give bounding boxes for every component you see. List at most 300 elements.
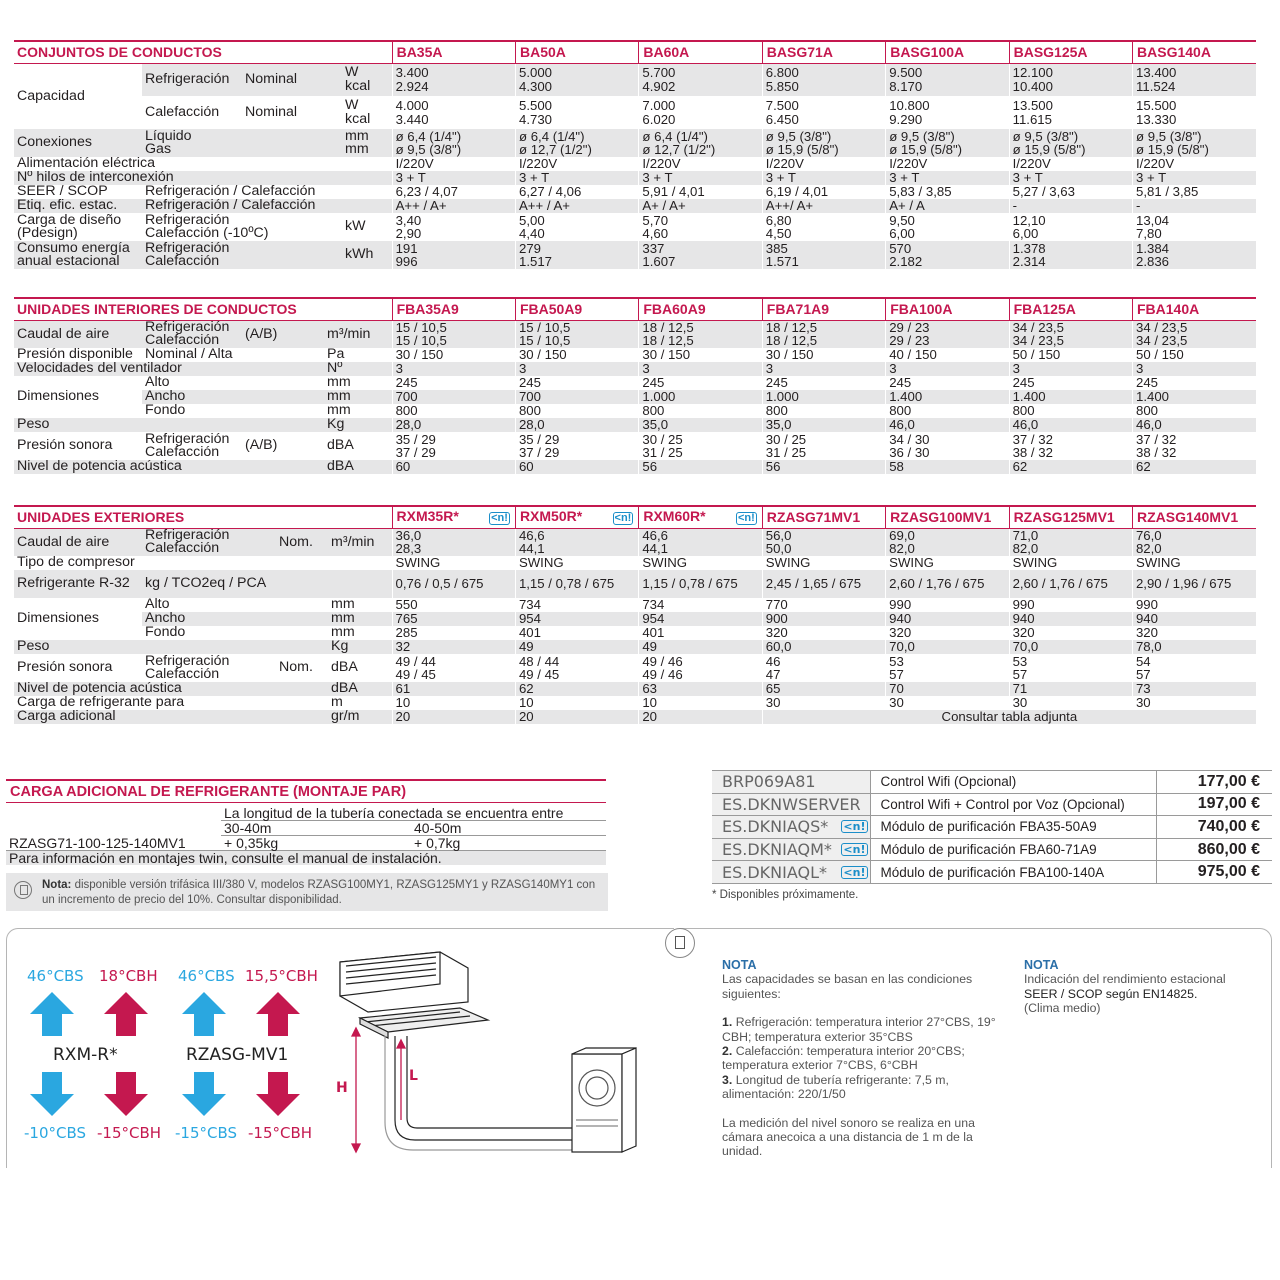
new-badge-text: <n! — [843, 820, 866, 834]
model-header — [1009, 506, 1132, 528]
row-label: Carga adicional — [14, 710, 328, 724]
new-badge-icon — [489, 510, 510, 525]
value-cell: 5,70 4,60 — [639, 213, 762, 241]
value-cell: 6,19 / 4,01 — [762, 185, 885, 199]
value-cell: 46,0 — [1133, 418, 1257, 432]
accessory-desc: Control Wifi + Control por Voz (Opcional) — [870, 793, 1156, 816]
row-label: Refrigeración Calefacción — [145, 432, 230, 460]
row-label: Calefacción — [145, 103, 220, 120]
row-label: mm mm — [342, 129, 392, 157]
value-cell: 700 — [515, 390, 638, 404]
value-cell: 30 — [762, 696, 885, 710]
value-cell: 734 — [515, 598, 638, 612]
row-label: Etiq. efic. estac. — [14, 199, 142, 213]
value-cell: 10 — [639, 696, 762, 710]
model-name: BASG140A — [1137, 43, 1211, 60]
row-label: Refrigeración Calefacción — [142, 241, 342, 269]
row-label: W kcal — [345, 97, 371, 127]
value-cell: 78,0 — [1132, 640, 1256, 654]
spec-row — [14, 528, 1256, 556]
model-name: BASG71A — [766, 43, 833, 60]
n1-text: Refrigeración: temperatura interior 27°CBS, 19° CBH; temperatura exterior 35°CBS — [722, 1015, 996, 1044]
model-header — [886, 41, 1009, 63]
value-cell: 29 / 23 29 / 23 — [886, 320, 1009, 348]
value-cell: 71,0 82,0 — [1009, 528, 1132, 556]
value-cell: 53 57 — [886, 654, 1009, 682]
value-cell: 6,23 / 4,07 — [392, 185, 515, 199]
notes-doc-icon — [665, 928, 695, 958]
value-cell: 13.400 11.524 — [1133, 63, 1256, 96]
row-label: dBA — [324, 460, 392, 474]
row-label: Nivel de potencia acústica — [14, 460, 324, 474]
spec-row — [14, 696, 1256, 710]
spec-row — [14, 432, 1256, 460]
value-cell: 800 — [762, 404, 885, 418]
model-name: RZASG71MV1 — [766, 508, 861, 525]
accessory-code — [712, 771, 870, 794]
row-label: mm — [328, 612, 392, 626]
model-name: BA50A — [519, 43, 566, 60]
value-cell: 46,0 — [1009, 418, 1132, 432]
row-label: Refrigeración — [142, 63, 242, 96]
accessory-row — [712, 771, 1272, 794]
value-cell: ø 9,5 (3/8") ø 15,9 (5/8") — [886, 129, 1009, 157]
spec-row — [14, 418, 1256, 432]
value-cell: 30 — [1132, 696, 1256, 710]
value-cell: 37 / 32 38 / 32 — [1009, 432, 1132, 460]
row-label: W kcal — [342, 63, 392, 96]
spec-row — [14, 654, 1256, 682]
carga-header: La longitud de la tubería conectada se encuentra entre — [221, 803, 606, 821]
value-cell: 401 — [639, 626, 762, 640]
value-cell: 990 — [1009, 598, 1132, 612]
accessory-desc: Módulo de purificación FBA60-71A9 — [870, 838, 1156, 861]
value-cell: 1.000 — [762, 390, 885, 404]
value-cell: 5.700 4.902 — [639, 63, 762, 96]
row-label: (A/B) — [245, 437, 278, 454]
carga-adicional-section — [6, 779, 606, 865]
value-cell: 18 / 12,5 18 / 12,5 — [762, 320, 885, 348]
value-cell: 6,27 / 4,06 — [515, 185, 638, 199]
model-header — [639, 298, 762, 320]
value-cell: 46,0 — [886, 418, 1009, 432]
conductos-title: CONJUNTOS DE CONDUCTOS — [14, 41, 392, 63]
n2-text: Calefacción: temperatura interior 20°CBS; temperatura exterior 7°CBS, 6°CBH — [722, 1044, 965, 1073]
spec-row — [14, 376, 1256, 390]
value-cell: 69,0 82,0 — [886, 528, 1009, 556]
row-label: Carga de refrigerante para — [17, 696, 185, 710]
model-name: FBA125A — [1013, 300, 1076, 317]
value-cell: 1.400 — [1009, 390, 1132, 404]
value-cell: 35 / 29 37 / 29 — [515, 432, 638, 460]
spec-row — [14, 96, 1256, 129]
spec-row — [14, 362, 1256, 376]
model-header — [1132, 506, 1256, 528]
spec-row — [14, 390, 1256, 404]
new-badge-icon — [736, 510, 757, 525]
model-name: FBA35A9 — [396, 300, 459, 317]
value-cell: 337 1.607 — [639, 241, 762, 269]
value-cell: 5,83 / 3,85 — [886, 185, 1009, 199]
value-cell: 15 / 10,5 15 / 10,5 — [392, 320, 515, 348]
model-header — [515, 41, 638, 63]
value-cell: 1.000 — [639, 390, 762, 404]
row-label: Alimentación eléctrica — [17, 157, 155, 171]
value-cell: 12,10 6,00 — [1009, 213, 1132, 241]
value-cell: 49 / 44 49 / 45 — [392, 654, 515, 682]
row-label: Nº — [324, 362, 392, 376]
model-name: BASG100A — [890, 43, 965, 60]
height-label: H — [336, 1080, 348, 1096]
row-label: Ancho — [142, 390, 324, 404]
accessory-price: 177,00 € — [1156, 771, 1272, 794]
row-label: Alto — [145, 598, 170, 612]
value-cell: 6,80 4,50 — [762, 213, 885, 241]
row-label: Nominal — [242, 63, 342, 96]
value-cell: A+ / A — [886, 199, 1009, 213]
value-cell: 3 — [1009, 362, 1132, 376]
spec-row — [14, 640, 1256, 654]
row-label: Líquido Gas — [142, 129, 342, 157]
value-cell: 28,0 — [515, 418, 638, 432]
value-cell: 2,60 / 1,76 / 675 — [1009, 570, 1132, 598]
value-cell: 320 — [1009, 626, 1132, 640]
row-label: dBA — [331, 659, 358, 676]
value-cell: 70 — [886, 682, 1009, 696]
value-cell: 3 + T — [639, 171, 762, 185]
n3-num: 3. — [722, 1072, 733, 1087]
value-cell: 46,6 44,1 — [515, 528, 638, 556]
row-label: gr/m — [328, 710, 392, 724]
spec-row — [14, 171, 1256, 185]
accessory-code — [712, 838, 870, 861]
value-cell: 34 / 23,5 34 / 23,5 — [1009, 320, 1132, 348]
model-header — [886, 506, 1009, 528]
value-cell: 2,45 / 1,65 / 675 — [762, 570, 885, 598]
value-cell: 1.400 — [886, 390, 1009, 404]
row-label: Presión disponible — [17, 348, 133, 362]
row-label: Kg — [324, 418, 392, 432]
value-cell: 35,0 — [639, 418, 762, 432]
value-cell: I/220V — [762, 157, 885, 171]
medicion-text: La medición del nivel sonoro se realiza en una cámara anecoica a una distancia de 1 m de la unidad. — [722, 1115, 975, 1159]
limits-panel — [6, 928, 674, 1168]
value-cell: 7.500 6.450 — [762, 96, 885, 129]
value-cell: ø 6,4 (1/4") ø 9,5 (3/8") — [392, 129, 515, 157]
accessory-code — [712, 793, 870, 816]
value-cell: 7.000 6.020 — [639, 96, 762, 129]
value-cell: 20 — [392, 710, 515, 724]
accessory-code-text: BRP069A81 — [722, 772, 816, 792]
row-label: Nom. — [276, 528, 328, 556]
value-cell: 50 / 150 — [1133, 348, 1257, 362]
value-cell: 5,27 / 3,63 — [1009, 185, 1132, 199]
model-name: FBA100A — [890, 300, 953, 317]
row-label: Conexiones — [14, 129, 142, 157]
value-cell: 3 + T — [1133, 171, 1256, 185]
row-label: Tipo de compresor — [17, 556, 135, 570]
low-heat-limit-1: -15°CBH — [97, 1124, 162, 1142]
value-cell: 3 — [392, 362, 515, 376]
value-cell: 954 — [515, 612, 638, 626]
value-cell: 990 — [886, 598, 1009, 612]
value-cell: 30 / 150 — [639, 348, 762, 362]
row-label: mm — [331, 626, 355, 640]
value-cell: 71 — [1009, 682, 1132, 696]
model-header — [639, 41, 762, 63]
value-cell: 3 — [762, 362, 885, 376]
value-cell: 800 — [639, 404, 762, 418]
accessory-row — [712, 861, 1272, 884]
value-cell: 49 — [515, 640, 638, 654]
value-cell: 10 — [392, 696, 515, 710]
value-cell: 9,50 6,00 — [886, 213, 1009, 241]
value-cell: 5.000 4.300 — [515, 63, 638, 96]
low-cool-limit-1: -10°CBS — [24, 1124, 87, 1142]
row-label: Refrigeración Calefacción (-10ºC) — [145, 213, 269, 241]
carga-twin: Para información en montajes twin, consulte el manual de instalación. — [6, 851, 606, 866]
exteriores-section — [14, 505, 1256, 724]
value-cell: SWING — [886, 556, 1009, 570]
value-cell: 15 / 10,5 15 / 10,5 — [515, 320, 638, 348]
value-cell: 46 47 — [762, 654, 885, 682]
row-label: Refrigeración Calefacción — [142, 320, 242, 348]
value-cell: 30 — [886, 696, 1009, 710]
accessory-code — [712, 816, 870, 839]
value-cell: 3 + T — [392, 171, 515, 185]
value-cell: 32 — [392, 640, 515, 654]
value-cell: 62 — [1133, 460, 1257, 474]
model-header — [639, 506, 762, 528]
accessory-code — [712, 861, 870, 884]
value-cell: 30 — [1009, 696, 1132, 710]
value-cell: 36,0 28,3 — [392, 528, 515, 556]
value-cell: 20 — [515, 710, 638, 724]
document-icon — [14, 881, 32, 899]
accessories-footnote: * Disponibles próximamente. — [712, 888, 859, 901]
value-cell: 3 + T — [886, 171, 1009, 185]
value-cell: 800 — [515, 404, 638, 418]
value-cell: 320 — [1132, 626, 1256, 640]
value-cell: 34 / 30 36 / 30 — [886, 432, 1009, 460]
spec-row — [14, 63, 1256, 96]
row-label: mm — [327, 404, 351, 418]
value-cell: SWING — [762, 556, 885, 570]
row-label: Refrigerante R-32 — [14, 570, 142, 598]
model-header — [392, 41, 515, 63]
value-cell: SWING — [639, 556, 762, 570]
model-header — [762, 506, 885, 528]
accessories-table — [712, 770, 1272, 884]
value-cell: 245 — [1009, 376, 1132, 390]
spec-row — [14, 157, 1256, 171]
value-cell: 940 — [886, 612, 1009, 626]
value-cell: 3.400 2.924 — [392, 63, 515, 96]
value-cell: 30 / 150 — [762, 348, 885, 362]
value-cell: A++ / A+ — [392, 199, 515, 213]
value-cell: 3 — [1133, 362, 1257, 376]
low-heat-limit-2: -15°CBH — [248, 1124, 313, 1142]
value-cell: 3,40 2,90 — [392, 213, 515, 241]
value-cell: 245 — [392, 376, 515, 390]
value-cell: 20 — [639, 710, 762, 724]
model-header — [886, 298, 1009, 320]
nota2-line1: Indicación del rendimiento estacional — [1024, 972, 1226, 987]
value-cell: 63 — [639, 682, 762, 696]
value-cell: 15.500 13.330 — [1133, 96, 1256, 129]
value-cell: I/220V — [1133, 157, 1256, 171]
accessory-code-text: ES.DKNIAQL* — [722, 862, 828, 882]
value-cell: 46,6 44,1 — [639, 528, 762, 556]
cool-limit-2: 46°CBS — [178, 967, 235, 985]
accessory-row — [712, 816, 1272, 839]
carga-v2: + 0,7kg — [411, 836, 606, 851]
value-cell: 30 / 25 31 / 25 — [762, 432, 885, 460]
value-cell: 30 / 150 — [392, 348, 515, 362]
low-cool-limit-2: -15°CBS — [175, 1124, 238, 1142]
value-cell: 5,81 / 3,85 — [1133, 185, 1256, 199]
value-cell: A++ / A+ — [515, 199, 638, 213]
spec-row — [14, 570, 1256, 598]
value-cell: 3 + T — [1009, 171, 1132, 185]
heat-limit-2: 15,5°CBH — [245, 967, 318, 985]
spec-row — [14, 185, 1256, 199]
value-cell: 73 — [1132, 682, 1256, 696]
value-cell: 13.500 11.615 — [1009, 96, 1132, 129]
accessory-row — [712, 838, 1272, 861]
carga-col1: 30-40m — [221, 821, 411, 836]
row-label: Refrigeración / Calefacción — [145, 185, 316, 199]
exteriores-title: UNIDADES EXTERIORES — [14, 506, 392, 528]
model-name: RXM50R* — [519, 507, 583, 524]
value-cell: 28,0 — [392, 418, 515, 432]
model-name: FBA60A9 — [643, 300, 706, 317]
new-badge-icon — [841, 819, 867, 834]
carga-col2: 40-50m — [411, 821, 606, 836]
spec-row — [14, 626, 1256, 640]
value-cell: - — [1009, 199, 1132, 213]
value-cell: 3 + T — [762, 171, 885, 185]
nota-intro: Las capacidades se basan en las condiciones siguientes: — [722, 972, 973, 1001]
row-label: Pa — [327, 348, 345, 362]
row-label: Nivel de potencia acústica — [14, 682, 328, 696]
spec-row — [14, 460, 1256, 474]
row-label: m³/min — [324, 320, 392, 348]
value-cell: SWING — [1009, 556, 1132, 570]
value-cell: 765 — [392, 612, 515, 626]
nota-text: disponible versión trifásica III/380 V, modelos RZASG100MY1, RZASG125MY1 y RZASG140MY1 con un incremento de precio del 10%. Consultar disponibilidad. — [42, 879, 596, 906]
row-label: Peso — [14, 418, 324, 432]
value-cell: 10 — [515, 696, 638, 710]
model-label-2: RZASG-MV1 — [186, 1045, 289, 1065]
model-name: FBA71A9 — [766, 300, 830, 317]
row-label: mm — [324, 390, 392, 404]
row-label: Fondo — [145, 404, 186, 418]
value-cell: A++/ A+ — [762, 199, 885, 213]
row-label: m — [331, 696, 343, 710]
nota-heading: NOTA — [722, 958, 757, 972]
n2-num: 2. — [722, 1044, 733, 1059]
interiores-table — [14, 297, 1256, 474]
value-cell: 30 / 25 31 / 25 — [639, 432, 762, 460]
row-label: Nominal / Alta — [145, 348, 233, 362]
model-name: RXM35R* — [396, 507, 459, 524]
value-cell: 6.800 5.850 — [762, 63, 885, 96]
row-label: mm — [327, 376, 351, 390]
value-cell: 60 — [392, 460, 515, 474]
accessories-section — [712, 770, 1272, 901]
value-cell: 37 / 32 38 / 32 — [1133, 432, 1257, 460]
capacidad-label: Capacidad — [14, 63, 142, 129]
value-cell: 60 — [515, 460, 638, 474]
accessory-desc: Módulo de purificación FBA35-50A9 — [870, 816, 1156, 839]
nota-label: Nota: — [42, 879, 72, 891]
heat-limit-1: 18°CBH — [99, 967, 158, 985]
value-cell: 48 / 44 49 / 45 — [515, 654, 638, 682]
accessory-desc: Módulo de purificación FBA100-140A — [870, 861, 1156, 884]
row-label: Kg — [328, 640, 392, 654]
row-label: Presión sonora — [17, 437, 113, 454]
value-cell: 62 — [515, 682, 638, 696]
spec-row — [14, 320, 1256, 348]
value-cell: 35 / 29 37 / 29 — [392, 432, 515, 460]
row-label: dBA — [328, 682, 392, 696]
model-name: RXM60R* — [643, 507, 706, 524]
value-cell: 245 — [762, 376, 885, 390]
value-cell: 30 / 150 — [515, 348, 638, 362]
model-name: BA35A — [396, 43, 443, 60]
accessory-code-text: ES.DKNWSERVER — [722, 794, 861, 814]
value-cell: 800 — [886, 404, 1009, 418]
value-cell: 5,00 4,40 — [515, 213, 638, 241]
value-cell: 56 — [762, 460, 885, 474]
model-name: FBA50A9 — [519, 300, 583, 317]
value-cell: 61 — [392, 682, 515, 696]
value-cell: 56,0 50,0 — [762, 528, 885, 556]
value-cell: I/220V — [515, 157, 638, 171]
spec-row — [14, 404, 1256, 418]
row-label: Refrigeración Calefacción — [145, 654, 230, 682]
cool-limit-1: 46°CBS — [27, 967, 84, 985]
value-cell: 954 — [639, 612, 762, 626]
value-cell: 35,0 — [762, 418, 885, 432]
conductos-section — [14, 40, 1256, 269]
spec-row — [14, 348, 1256, 362]
nota-trifasica — [6, 873, 608, 911]
value-cell: - — [1133, 199, 1256, 213]
nota2-heading: NOTA — [1024, 958, 1059, 972]
value-cell: 900 — [762, 612, 885, 626]
value-cell: 49 — [639, 640, 762, 654]
value-cell: 40 / 150 — [886, 348, 1009, 362]
value-cell: 56 — [639, 460, 762, 474]
row-label: dBA — [327, 437, 354, 454]
new-badge-icon — [841, 842, 867, 857]
value-cell: I/220V — [886, 157, 1009, 171]
model-name: BA60A — [643, 43, 690, 60]
new-badge-text: <n! — [843, 843, 866, 857]
value-cell: SWING — [392, 556, 515, 570]
row-label: Presión sonora — [17, 659, 113, 676]
value-cell: 940 — [1009, 612, 1132, 626]
value-cell: 800 — [1133, 404, 1257, 418]
value-cell: 50 / 150 — [1009, 348, 1132, 362]
new-badge-text: <n! — [843, 865, 866, 879]
row-label: Alto — [145, 376, 170, 390]
value-cell: 3 — [515, 362, 638, 376]
notes-right — [1024, 958, 1264, 1016]
row-label: m³/min — [328, 528, 392, 556]
